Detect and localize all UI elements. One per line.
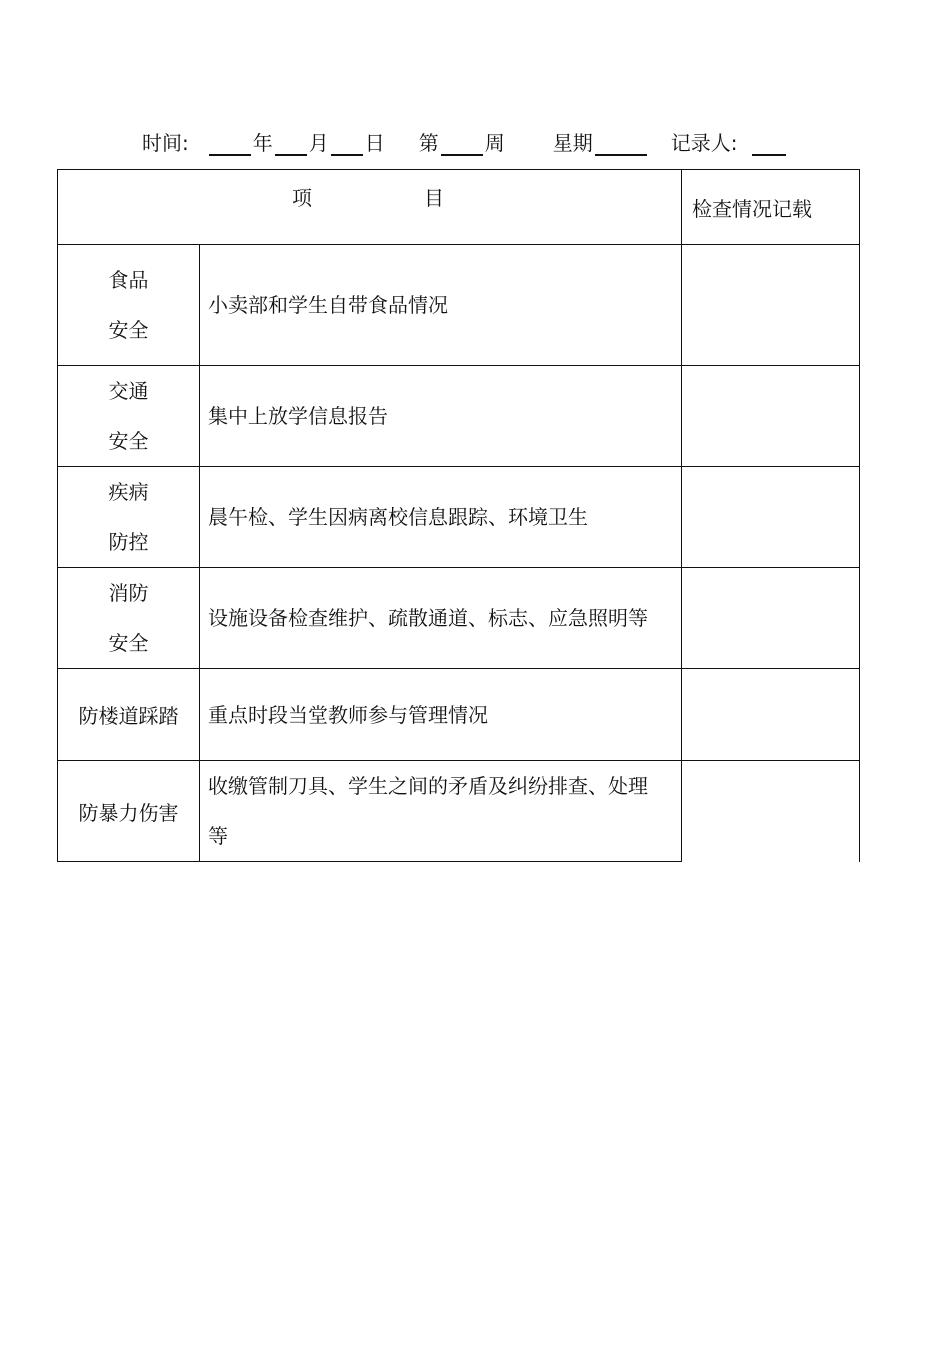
week-prefix: 第 (418, 131, 439, 155)
record-cell[interactable] (682, 669, 860, 761)
item-description: 收缴管制刀具、学生之间的矛盾及纠纷排查、处理等 (200, 761, 682, 862)
recorder-label: 记录人: (670, 131, 738, 155)
table-row (58, 761, 860, 862)
category-cell (58, 366, 200, 467)
table-row (58, 467, 860, 568)
table-row (58, 568, 860, 669)
month-label: 月 (308, 131, 329, 155)
year-blank[interactable] (209, 132, 251, 156)
item-description: 小卖部和学生自带食品情况 (200, 245, 682, 366)
table-header-row (58, 170, 860, 245)
category-cell: 防暴力伤害 (58, 761, 200, 862)
record-header-cell: 检查情况记载 (682, 170, 860, 245)
safety-check-table (57, 169, 860, 862)
category-cell: 防楼道踩踏 (58, 669, 200, 761)
recorder-blank[interactable] (752, 132, 786, 156)
time-label: 时间: (142, 131, 189, 155)
category-cell (58, 568, 200, 669)
category-line: 交通 (108, 379, 149, 403)
record-cell[interactable] (682, 761, 860, 862)
category-cell (58, 245, 200, 366)
item-description: 集中上放学信息报告 (200, 366, 682, 467)
table-row (58, 366, 860, 467)
category-line: 安全 (108, 318, 149, 342)
record-cell[interactable] (682, 467, 860, 568)
record-cell[interactable] (682, 568, 860, 669)
category-line: 安全 (108, 631, 149, 655)
week-blank[interactable] (441, 132, 483, 156)
day-blank[interactable] (331, 132, 363, 156)
category-line: 防控 (108, 530, 149, 554)
item-header-cell (58, 170, 682, 245)
category-line: 安全 (108, 429, 149, 453)
week-suffix: 周 (484, 131, 505, 155)
item-description: 设施设备检查维护、疏散通道、标志、应急照明等 (200, 568, 682, 669)
record-cell[interactable] (682, 245, 860, 366)
item-header-char-1: 项 (292, 186, 312, 210)
item-header-char-2: 目 (424, 186, 444, 210)
month-blank[interactable] (275, 132, 307, 156)
weekday-blank[interactable] (595, 132, 647, 156)
category-line: 食品 (108, 268, 149, 292)
item-description: 重点时段当堂教师参与管理情况 (200, 669, 682, 761)
year-label: 年 (252, 131, 273, 155)
table-row (58, 245, 860, 366)
record-cell[interactable] (682, 366, 860, 467)
category-line: 消防 (108, 581, 149, 605)
category-cell (58, 467, 200, 568)
day-label: 日 (364, 131, 385, 155)
category-line: 疾病 (108, 480, 149, 504)
table-row (58, 669, 860, 761)
record-header (142, 126, 788, 156)
weekday-label: 星期 (552, 131, 593, 155)
item-description: 晨午检、学生因病离校信息跟踪、环境卫生 (200, 467, 682, 568)
